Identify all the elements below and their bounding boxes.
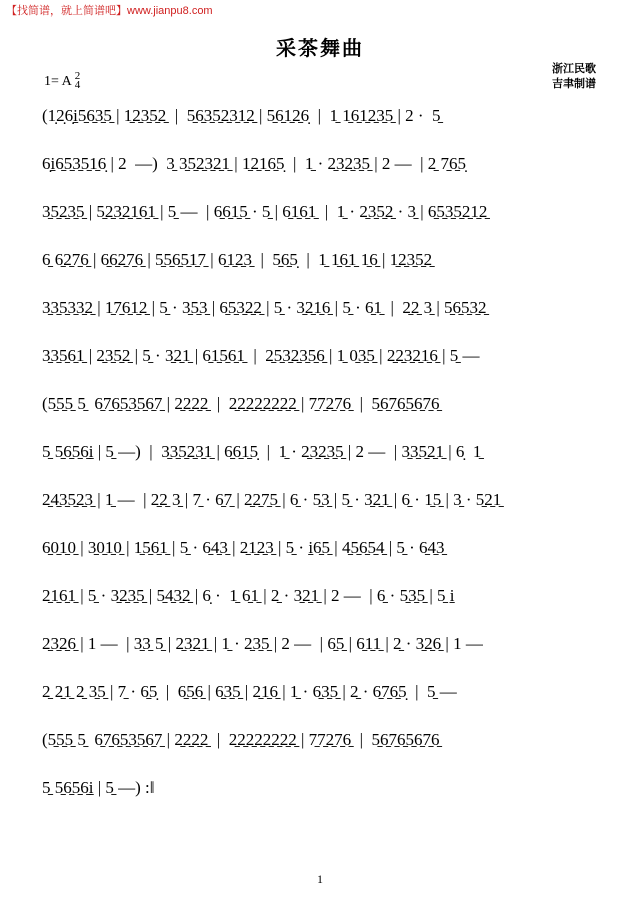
watermark-text-cn: 【找简谱，就上简谱吧】 [6,5,127,17]
staff-line-text: 5̱ 5̱6̱5̱6̱i̱ | 5̱ —) | 3̱3̱5̱2̱3̱1̱ | 6̱6̱1̱5̣ | 1̱ · 2̱3̱2̱3̱5̱ | 2 — | 3̱3̱5̱2̱1̱ | 6̣ 1̱ [42,442,482,461]
staff-line [42,386,602,434]
time-signature-numerator: 2 [74,70,81,82]
time-signature [75,72,81,90]
staff-line [42,146,602,194]
staff-line-text: 3̱3̱5̱3̱3̱2̱ | 1̱7̱6̱1̱2̱ | 5̱ · 3̱5̱3̱ | 6̱5̱3̱2̱2̱ | 5̱ · 3̱2̱1̱6̱ | 5̱ · 6̱1̱ | 2̱2̱ 3̱ | 5̱6̱5̱3̱2̱ [42,298,487,317]
staff-line [42,722,602,770]
staff-line-text: 6̣i̱6̱5̱3̱5̱1̱6̣ | 2 —) 3̱ 3̱5̱2̱3̱2̱1̱ | 1̱2̱1̱6̱5̣ | 1̱ · 2̱3̱2̱3̱5̱ | 2 — | 2̱ 7̱6̱5̣ [42,154,467,173]
staff-line [42,242,602,290]
credit-composer: 浙江民歌 [552,63,596,75]
staff-line [42,194,602,242]
page-number: 1 [317,872,323,886]
staff-line-text: 5̱ 5̱6̱5̱6̱i̱ | 5̱ —) :‖ [42,778,155,797]
music-staff [42,98,602,818]
key-label: 1= A [44,74,72,89]
credit-arranger: 吉聿制谱 [552,78,596,90]
key-signature [44,72,80,90]
staff-line-text: 2̱4̱3̱5̱2̱3̱ | 1̱ — | 2̱2̱ 3̱ | 7̱ · 6̱7̱ | 2̱2̱7̱5̱ | 6̱ · 5̱3̱ | 5̱ · 3̱2̱1̱ | 6̱ · 1̱5̱ | 3̱ · 5̱2̱1̱ [42,490,502,509]
staff-line [42,770,602,818]
staff-line [42,674,602,722]
staff-line-text: 6̱0̱1̱0̱ | 3̱0̱1̱0̱ | 1̱5̱6̱1̱ | 5̱ · 6̱4̱3̱ | 2̱1̱2̱3̱ | 5̱ · i̱6̱5̱ | 4̱5̱6̱5̱4̱ | 5̱ · 6̱4̱3̱ [42,538,445,557]
staff-line-text: 2̱3̱2̱6̱ | 1 — | 3̱3̱ 5̱ | 2̱3̱2̱1̱ | 1̱ · 2̱3̱5̱ | 2 — | 6̱5̱ | 6̱1̱1̱ | 2̱ · 3̱2̱6̱ | 1 — [42,634,483,653]
staff-line [42,578,602,626]
page-title: 采茶舞曲 [276,38,364,60]
staff-line-text: (5̱5̱5̱ 5̱ 6̱7̱6̱5̱3̱5̱6̱7̱ | 2̱2̱2̱2̱ | 2̱2̱2̱2̱2̱2̱2̱2̱ | 7̱7̱2̱7̱6̱ | 5̱6̱7̱6̱5̱6̱7̱6̱ [42,394,440,413]
staff-line-text: 3̱3̱5̱6̱1̱ | 2̱3̱5̱2̱ | 5̱ · 3̱2̱1̱ | 6̱1̱5̱6̱1̱ | 2̱5̱3̱2̱3̱5̱6̱ | 1̱ 0̱3̱5̱ | 2̱2̱3̱2̱1̱6̱ | 5̱ — [42,346,480,365]
credits-block [552,62,596,92]
staff-line-text: 3̱5̱2̱3̱5̱ | 5̱2̱3̱2̱1̱6̱1̱ | 5̱ — | 6̱6̱1̱5̱ · 5̱ | 6̱1̱6̱1̱ | 1̱ · 2̱3̱5̱2̱ · 3̱ | 6̱5̱3̱5̱2̱1̱2̱ [42,202,488,221]
time-signature-denominator: 4 [74,79,81,91]
staff-line-text: 6̱ 6̱2̱7̱6̱ | 6̱6̱2̱7̱6̱ | 5̱5̱6̱5̱1̱7̱ | 6̱1̱2̱3̱ | 5̱6̱5̣ | 1̱ 1̱6̱1̱ 1̱6̱ | 1̱2̱3̱5̱2̱ [42,250,433,269]
staff-line-text: 2̱1̱6̱1̱ | 5̱ · 3̱2̱3̱5̱ | 5̱4̱3̱2̱ | 6̣ · 1̱ 6̱1̱ | 2̱ · 3̱2̱1̱ | 2 — | 6̱ · 5̱3̱5̱ | 5̱ i̱ [42,586,455,605]
site-watermark [6,5,213,18]
staff-line-text: 2̱ 2̱1̱ 2̱ 3̱5̱ | 7̱ · 6̱5̣ | 6̱5̱6̱ | 6̱3̱5̱ | 2̱1̱6̱ | 1̱ · 6̱3̱5̱ | 2̱ · 6̱7̱6̱5̣ | 5̱ — [42,682,457,701]
staff-line [42,434,602,482]
staff-line [42,482,602,530]
staff-line [42,98,602,146]
staff-line [42,290,602,338]
staff-line-text: (5̱5̱5̱ 5̱ 6̱7̱6̱5̱3̱5̱6̱7̱ | 2̱2̱2̱2̱ | 2̱2̱2̱2̱2̱2̱2̱2̱ | 7̱7̱2̱7̱6̱ | 5̱6̱7̱6̱5̱6̱7̱6̱ [42,730,440,749]
staff-line [42,530,602,578]
staff-line-text: (1̣2̣6̣i̱5̱6̱3̱5̱ | 1̱2̱3̱5̱2̱ | 5̱6̱3̱5̱2̱3̱1̱2̱ | 5̱6̱1̱2̱6̣ | 1̱ 1̱6̱1̱2̱3̱5̱ | 2 · 5̱ [42,106,441,125]
staff-line [42,338,602,386]
staff-line [42,626,602,674]
watermark-url: www.jianpu8.com [127,5,213,17]
